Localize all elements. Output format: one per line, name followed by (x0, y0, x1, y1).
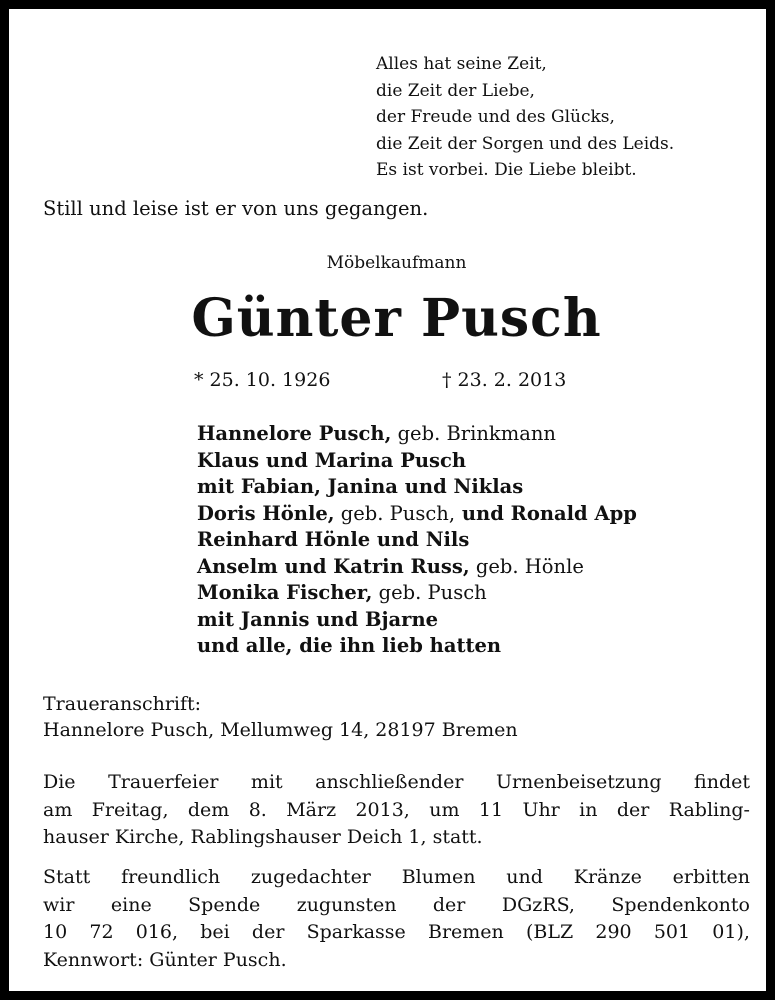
word: 290 (595, 921, 632, 943)
word: um (429, 798, 460, 821)
word: 2013, (355, 798, 410, 821)
address-label: Traueranschrift: (43, 693, 202, 715)
word: Bremen (427, 921, 504, 943)
word: 10 (43, 921, 68, 943)
word: erbitten (672, 866, 750, 888)
intro-text: Still und leise ist er von uns gegangen. (43, 197, 429, 220)
poem-line: die Zeit der Liebe, (376, 80, 535, 101)
address-text: Hannelore Pusch, Mellumweg 14, 28197 Bremen (43, 719, 518, 741)
mourner-name: Reinhard Hönle und Nils (197, 528, 470, 551)
death-date: † 23. 2. 2013 (442, 369, 567, 391)
deceased-name: Günter Pusch (191, 288, 602, 349)
word: eine (110, 893, 152, 916)
birth-date: * 25. 10. 1926 (194, 369, 331, 391)
mourning-address-block (43, 691, 518, 743)
word: freundlich (121, 866, 221, 888)
mourner-name: mit Jannis und Bjarne (197, 607, 439, 631)
word: zugunsten (296, 893, 397, 916)
donation-line (43, 864, 750, 892)
word: (BLZ (525, 921, 574, 943)
word: der (616, 798, 650, 821)
mourner-line (197, 421, 637, 448)
mourner-name: Doris Hönle, (197, 501, 335, 525)
word: dem (187, 798, 230, 821)
word: Freitag, (91, 798, 169, 821)
word: 11 (478, 798, 504, 821)
word: Spende (188, 893, 261, 916)
mourner-name: Anselm und Katrin Russ, (197, 554, 470, 578)
word: und (506, 866, 543, 888)
poem-line: der Freude und des Glücks, (376, 107, 615, 127)
word: wir (43, 893, 75, 916)
mourner-name: und alle, die ihn lieb hatten (197, 634, 502, 657)
word: Statt (43, 866, 91, 888)
mourner-line (197, 554, 637, 581)
mourner-line (197, 527, 637, 554)
mourners-list (197, 421, 637, 660)
poem-line: Es ist vorbei. Die Liebe bleibt. (376, 160, 637, 180)
poem-line: die Zeit der Sorgen und des Leids. (376, 133, 675, 154)
mourner-note: geb. Hönle (469, 554, 584, 578)
word: Die (43, 771, 76, 793)
mourner-line (197, 607, 637, 634)
word: Uhr (522, 798, 560, 821)
mourner-name: Klaus und Marina Pusch (197, 448, 467, 472)
mourner-line (197, 474, 637, 501)
donation-line (43, 919, 750, 947)
word: findet (694, 771, 750, 793)
word: März (286, 798, 337, 821)
word: Blumen (401, 866, 476, 888)
poem (376, 51, 674, 184)
word: 01), (712, 921, 750, 943)
mourner-note: geb. Pusch (372, 581, 487, 604)
mourner-name: Hannelore Pusch, (197, 422, 392, 445)
mourner-note: geb. Brinkmann (391, 422, 556, 445)
ceremony-line (43, 769, 750, 797)
donation-line: Kennwort: Günter Pusch. (43, 948, 287, 971)
word: Trauerfeier (108, 771, 219, 793)
word: DGzRS, (501, 893, 575, 916)
donation-paragraph (43, 864, 750, 974)
donation-line (43, 892, 750, 920)
word: Rabling- (668, 798, 750, 821)
word: mit (250, 771, 283, 793)
word: zugedachter (250, 866, 371, 888)
mourner-line (197, 448, 637, 475)
ceremony-line: hauser Kirche, Rablingshauser Deich 1, statt. (43, 826, 483, 848)
mourner-tail: und Ronald App (455, 501, 637, 525)
word: 72 (89, 921, 114, 943)
poem-line: Alles hat seine Zeit, (376, 54, 547, 74)
mourner-line (197, 633, 637, 660)
word: der (432, 893, 466, 916)
word: am (43, 798, 73, 821)
word: 016, (135, 921, 179, 943)
mourner-note: geb. Pusch, (334, 501, 456, 525)
word: 501 (653, 921, 691, 943)
mourner-name: mit Fabian, Janina und Niklas (197, 475, 524, 498)
occupation: Möbelkaufmann (326, 253, 467, 273)
ceremony-paragraph (43, 769, 750, 852)
ceremony-line (43, 797, 750, 825)
word: bei (200, 921, 230, 943)
word: Spendenkonto (611, 893, 750, 916)
mourner-line (197, 501, 637, 528)
word: 8. (248, 798, 267, 821)
word: Kränze (573, 866, 642, 888)
word: Urnenbeisetzung (495, 771, 662, 793)
word: der (251, 921, 285, 943)
word: Sparkasse (306, 921, 406, 943)
word: in (579, 798, 598, 821)
mourner-line (197, 580, 637, 607)
word: anschließender (315, 771, 464, 793)
mourner-name: Monika Fischer, (197, 581, 373, 604)
